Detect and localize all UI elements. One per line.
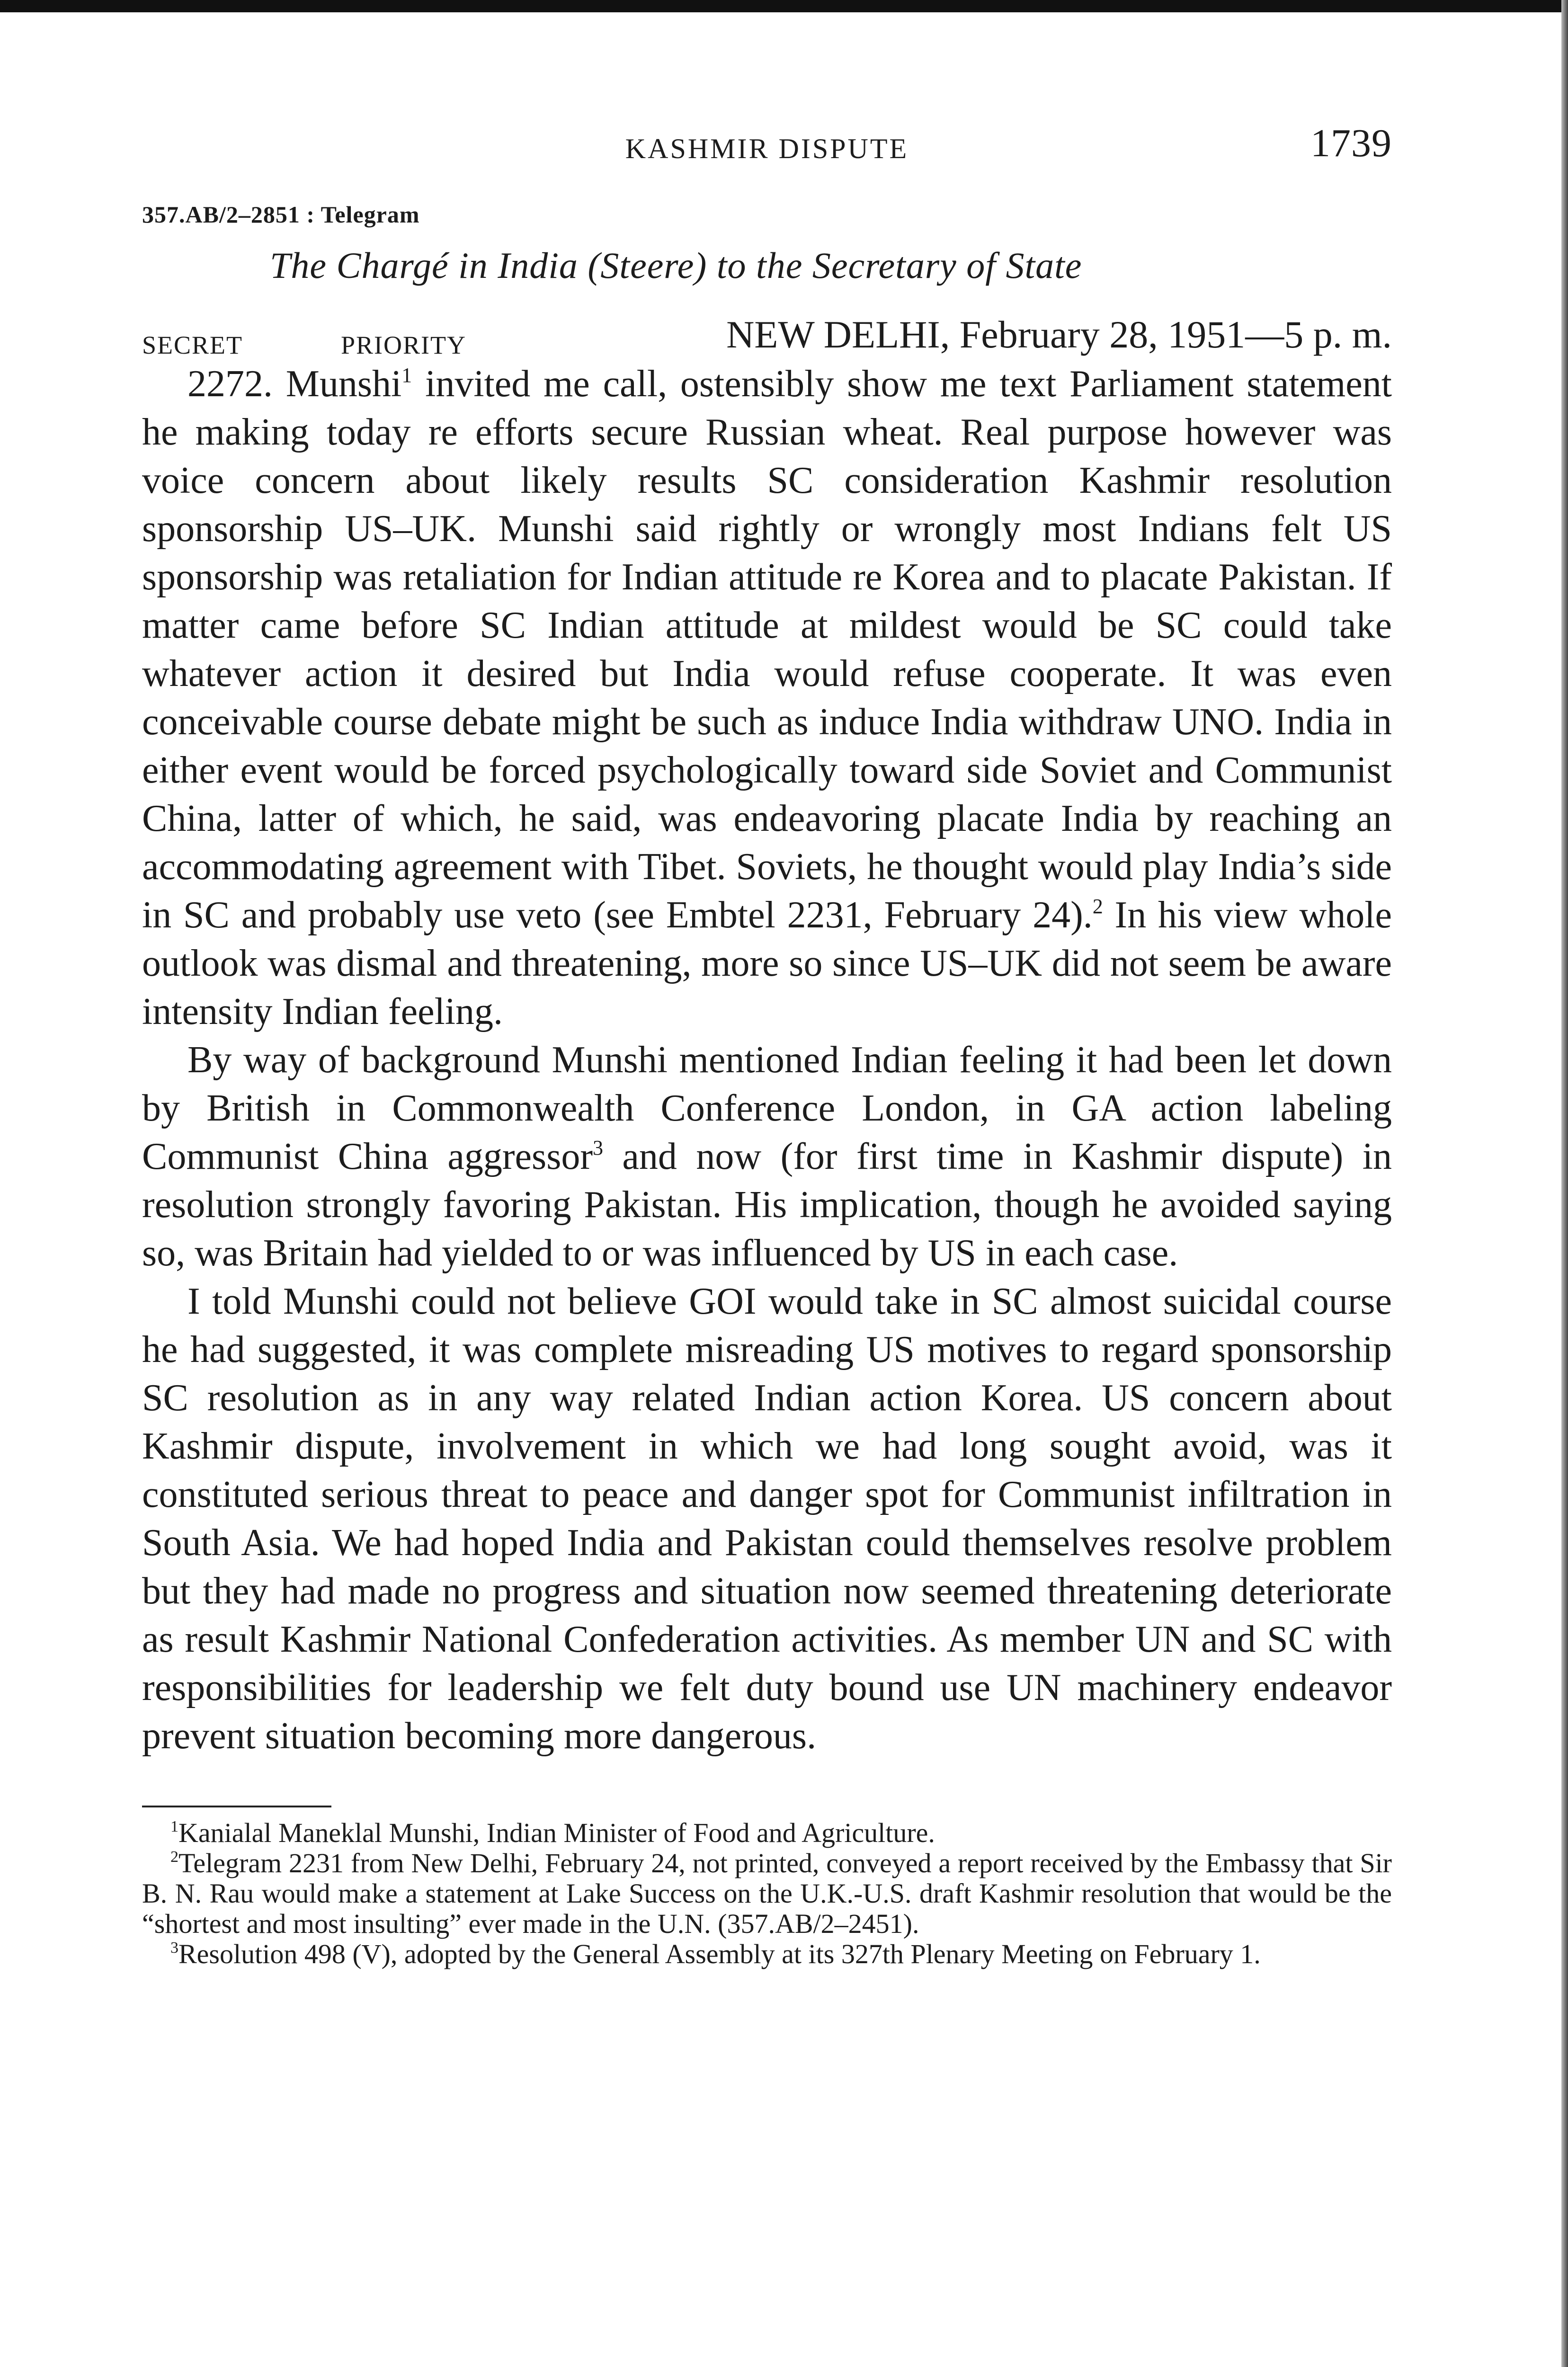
footnote-ref-2: 2 <box>1092 895 1103 918</box>
footnote-ref-3: 3 <box>592 1136 603 1159</box>
footnote-marker: 3 <box>170 1939 178 1957</box>
paragraph-3: I told Munshi could not believe GOI would take in SC almost suicidal course he had suggested, it was complete misreading US motives to regard sponsorship SC resolution as in any way related Indian action Korea. US concern about Kashmir dispute, involvement in which we had long sought avoid, was it constituted serious threat to peace and danger spot for Communist infiltration in South Asia. We had hoped India and Pakistan could themselves resolve problem but they had made no progress and situation now seemed threatening deteriorate as result Kashmir National Confederation activities. As member UN and SC with responsibilities for leadership we felt duty bound use UN machinery endeavor prevent situation becoming more dangerous. <box>142 1281 1392 1757</box>
document-heading: The Chargé in India (Steere) to the Secretary of State <box>270 245 1082 286</box>
footnote-text: Resolution 498 (V), adopted by the General Assembly at its 327th Plenary Meeting on February 1. <box>178 1939 1261 1969</box>
footnote-text: Kanialal Maneklal Munshi, Indian Minister of Food and Agriculture. <box>178 1817 935 1848</box>
running-head <box>142 114 1392 180</box>
document-reference: 357.AB/2–2851 : Telegram <box>142 201 420 228</box>
footnote <box>142 1939 1392 1969</box>
footnote-divider <box>142 1806 331 1807</box>
dateline: NEW DELHI, February 28, 1951—5 p. m. <box>726 313 1392 356</box>
footnote <box>142 1818 1392 1848</box>
page-number: 1739 <box>1310 121 1392 165</box>
classification-priority: PRIORITY <box>341 331 467 359</box>
footnote-marker: 2 <box>170 1848 178 1866</box>
footnote <box>142 1848 1392 1939</box>
footnote-marker: 1 <box>170 1818 178 1835</box>
paragraph-2-start: By way of background Munshi mentioned Indian feeling it had been let down by British in Commonwealth Conference London, in GA action labeling Communist China aggressor <box>142 1039 1392 1177</box>
document-page <box>142 114 1392 1969</box>
page-top-edge <box>0 0 1568 12</box>
running-title: KASHMIR DISPUTE <box>625 133 909 164</box>
footnote-text: Telegram 2231 from New Delhi, February 24, not printed, conveyed a report received by the Embassy that Sir B. N. Rau would make a statement at Lake Success on the U.K.-U.S. draft Kashmir resolution that would be the “shortest and most insulting” ever made in the U.N. (357.AB/2–2451). <box>142 1848 1392 1939</box>
footnote-ref-1: 1 <box>401 364 412 387</box>
page-right-edge <box>1561 0 1568 2367</box>
paragraph-2 <box>142 1036 1392 1277</box>
footnotes <box>142 1818 1392 1969</box>
paragraph-1-middle: invited me call, ostensibly show me text Parliament statement he making today re efforts secure Russian wheat. Real purpose however was voice concern about likely results SC consideration Kashmir resolution sponsorship US–UK. Munshi said rightly or wrongly most Indians felt US sponsorship was retaliation for Indian attitude re Korea and to placate Pakistan. If matter came before SC Indian attitude at mildest would be SC could take whatever action it desired but India would refuse cooperate. It was even conceivable course debate might be such as induce India withdraw UNO. India in either event would be forced psychologically toward side Soviet and Communist China, latter of which, he said, was endeavoring placate India by reaching an accommodating agreement with Tibet. Soviets, he thought would play India’s side in SC and probably use veto (see Embtel 2231, February 24). <box>142 363 1392 936</box>
classification-secret: SECRET <box>142 331 243 359</box>
paragraph-1-start: 2272. Munshi <box>187 363 402 405</box>
paragraph-1-end: In his view whole outlook was dismal and threatening, more so since US–UK did not seem be aware intensity Indian feeling. <box>142 894 1392 1032</box>
paragraph-1 <box>142 360 1392 1036</box>
paragraph-2-end: and now (for first time in Kashmir dispute) in resolution strongly favoring Pakistan. His implication, though he avoided saying so, was Britain had yielded to or was influenced by US in each case. <box>142 1136 1392 1274</box>
dateline-row <box>142 312 1392 360</box>
telegram-body <box>142 360 1392 1760</box>
